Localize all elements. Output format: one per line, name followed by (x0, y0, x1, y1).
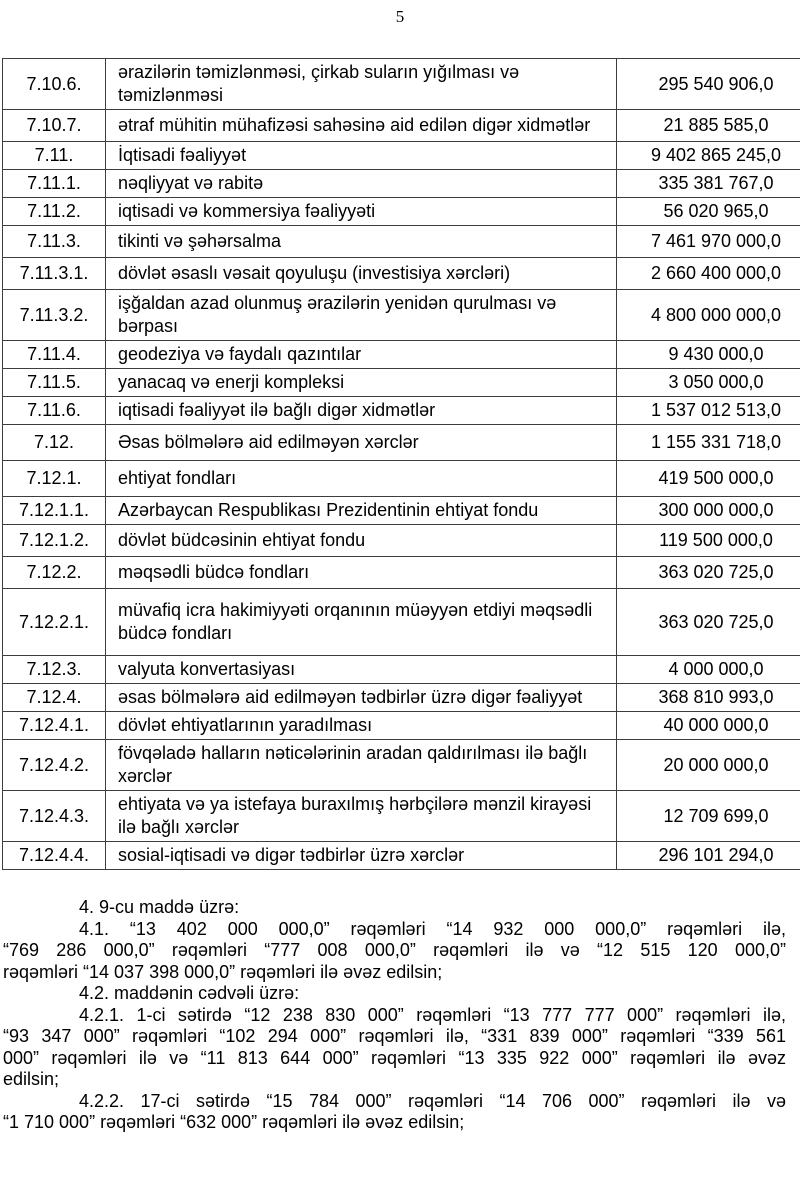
table-row (3, 397, 800, 425)
row-description: geodeziya və faydalı qazıntılar (106, 341, 617, 369)
row-amount: 9 402 865 245,0 (617, 142, 800, 170)
paragraph-line: edilsin; (3, 1069, 60, 1089)
budget-expenditure-table (2, 58, 800, 870)
row-amount: 363 020 725,0 (617, 557, 800, 589)
row-amount: 3 050 000,0 (617, 369, 800, 397)
row-code: 7.11.2. (3, 198, 106, 226)
paragraph (3, 897, 786, 919)
row-description: işğaldan azad olunmuş ərazilərin yenidən qurulması və bərpası (106, 290, 617, 341)
row-description: məqsədli büdcə fondları (106, 557, 617, 589)
table-row (3, 656, 800, 684)
row-amount: 1 155 331 718,0 (617, 425, 800, 461)
paragraph (3, 919, 786, 984)
table-row (3, 341, 800, 369)
paragraph-line: 4. 9-cu maddə üzrə: (79, 897, 240, 917)
table-row (3, 59, 800, 110)
table-row (3, 461, 800, 497)
table-row (3, 497, 800, 525)
row-code: 7.11.1. (3, 170, 106, 198)
table-row (3, 425, 800, 461)
row-description: Əsas bölmələrə aid edilməyən xərclər (106, 425, 617, 461)
paragraph (3, 1005, 786, 1091)
row-description: Azərbaycan Respublikası Prezidentinin ehtiyat fondu (106, 497, 617, 525)
row-description: İqtisadi fəaliyyət (106, 142, 617, 170)
row-code: 7.12. (3, 425, 106, 461)
row-code: 7.10.6. (3, 59, 106, 110)
page-number: 5 (395, 7, 405, 26)
row-code: 7.11.6. (3, 397, 106, 425)
table-row (3, 525, 800, 557)
row-amount: 363 020 725,0 (617, 589, 800, 656)
row-description: ərazilərin təmizlənməsi, çirkab suların yığılması və təmizlənməsi (106, 59, 617, 110)
row-description: tikinti və şəhərsalma (106, 226, 617, 258)
row-amount: 4 000 000,0 (617, 656, 800, 684)
table-row (3, 589, 800, 656)
table-row (3, 369, 800, 397)
row-amount: 296 101 294,0 (617, 842, 800, 870)
row-description: ehtiyata və ya istefaya buraxılmış hərbçilərə mənzil kirayəsi ilə bağlı xərclər (106, 791, 617, 842)
row-code: 7.12.4.3. (3, 791, 106, 842)
row-amount: 9 430 000,0 (617, 341, 800, 369)
table-row (3, 142, 800, 170)
table-row (3, 712, 800, 740)
row-amount: 56 020 965,0 (617, 198, 800, 226)
budget-table-body (3, 59, 800, 870)
paragraph-line: 000” rəqəmləri ilə və “11 813 644 000” rəqəmləri “13 335 922 000” rəqəmləri ilə əvəz (3, 1047, 786, 1068)
paragraph (3, 1091, 786, 1134)
row-amount: 4 800 000 000,0 (617, 290, 800, 341)
paragraph-line: “1 710 000” rəqəmləri “632 000” rəqəmləri ilə əvəz edilsin; (3, 1112, 465, 1132)
row-amount: 21 885 585,0 (617, 110, 800, 142)
table-row (3, 110, 800, 142)
paragraph (3, 983, 786, 1005)
row-amount: 300 000 000,0 (617, 497, 800, 525)
row-description: iqtisadi fəaliyyət ilə bağlı digər xidmətlər (106, 397, 617, 425)
row-code: 7.12.2.1. (3, 589, 106, 656)
row-description: müvafiq icra hakimiyyəti orqanının müəyyən etdiyi məqsədli büdcə fondları (106, 589, 617, 656)
row-code: 7.12.1. (3, 461, 106, 497)
row-amount: 368 810 993,0 (617, 684, 800, 712)
row-amount: 119 500 000,0 (617, 525, 800, 557)
row-code: 7.11.3.2. (3, 290, 106, 341)
paragraph-line: 4.2.1. 1-ci sətirdə “12 238 830 000” rəqəmləri “13 777 777 000” rəqəmləri ilə, (79, 1004, 786, 1025)
row-amount: 40 000 000,0 (617, 712, 800, 740)
table-row (3, 198, 800, 226)
row-amount: 12 709 699,0 (617, 791, 800, 842)
table-row (3, 842, 800, 870)
row-code: 7.11.4. (3, 341, 106, 369)
row-code: 7.12.1.2. (3, 525, 106, 557)
row-code: 7.12.4.4. (3, 842, 106, 870)
paragraph-line: 4.1. “13 402 000 000,0” rəqəmləri “14 932 000 000,0” rəqəmləri ilə, (79, 918, 786, 939)
row-code: 7.11. (3, 142, 106, 170)
table-row (3, 226, 800, 258)
paragraph-line: 4.2.2. 17-ci sətirdə “15 784 000” rəqəmləri “14 706 000” rəqəmləri ilə və (79, 1090, 786, 1111)
paragraph-line: “769 286 000,0” rəqəmləri “777 008 000,0” rəqəmləri ilə və “12 515 120 000,0” (3, 940, 786, 960)
row-amount: 419 500 000,0 (617, 461, 800, 497)
row-description: fövqəladə halların nəticələrinin aradan qaldırılması ilə bağlı xərclər (106, 740, 617, 791)
row-amount: 335 381 767,0 (617, 170, 800, 198)
row-code: 7.12.4.2. (3, 740, 106, 791)
table-row (3, 557, 800, 589)
row-code: 7.12.3. (3, 656, 106, 684)
row-code: 7.11.3.1. (3, 258, 106, 290)
row-description: əsas bölmələrə aid edilməyən tədbirlər üzrə digər fəaliyyət (106, 684, 617, 712)
table-row (3, 290, 800, 341)
table-row (3, 258, 800, 290)
row-code: 7.12.4.1. (3, 712, 106, 740)
row-code: 7.12.4. (3, 684, 106, 712)
paragraph-line: rəqəmləri “14 037 398 000,0” rəqəmləri ilə əvəz edilsin; (3, 961, 443, 982)
table-row (3, 170, 800, 198)
row-description: dövlət əsaslı vəsait qoyuluşu (investisiya xərcləri) (106, 258, 617, 290)
row-description: dövlət ehtiyatlarının yaradılması (106, 712, 617, 740)
row-code: 7.10.7. (3, 110, 106, 142)
row-description: ətraf mühitin mühafizəsi sahəsinə aid edilən digər xidmətlər (106, 110, 617, 142)
row-code: 7.12.1.1. (3, 497, 106, 525)
row-description: nəqliyyat və rabitə (106, 170, 617, 198)
row-description: iqtisadi və kommersiya fəaliyyəti (106, 198, 617, 226)
amendment-text (3, 897, 786, 1134)
row-code: 7.12.2. (3, 557, 106, 589)
table-row (3, 791, 800, 842)
row-amount: 7 461 970 000,0 (617, 226, 800, 258)
row-amount: 1 537 012 513,0 (617, 397, 800, 425)
row-code: 7.11.3. (3, 226, 106, 258)
row-description: valyuta konvertasiyası (106, 656, 617, 684)
row-amount: 20 000 000,0 (617, 740, 800, 791)
row-code: 7.11.5. (3, 369, 106, 397)
row-description: dövlət büdcəsinin ehtiyat fondu (106, 525, 617, 557)
row-description: yanacaq və enerji kompleksi (106, 369, 617, 397)
table-row (3, 740, 800, 791)
row-description: ehtiyat fondları (106, 461, 617, 497)
row-amount: 295 540 906,0 (617, 59, 800, 110)
table-row (3, 684, 800, 712)
row-description: sosial-iqtisadi və digər tədbirlər üzrə xərclər (106, 842, 617, 870)
paragraph-line: “93 347 000” rəqəmləri “102 294 000” rəqəmləri ilə, “331 839 000” rəqəmləri “339 561 (3, 1026, 786, 1046)
paragraph-line: 4.2. maddənin cədvəli üzrə: (79, 983, 300, 1003)
row-amount: 2 660 400 000,0 (617, 258, 800, 290)
